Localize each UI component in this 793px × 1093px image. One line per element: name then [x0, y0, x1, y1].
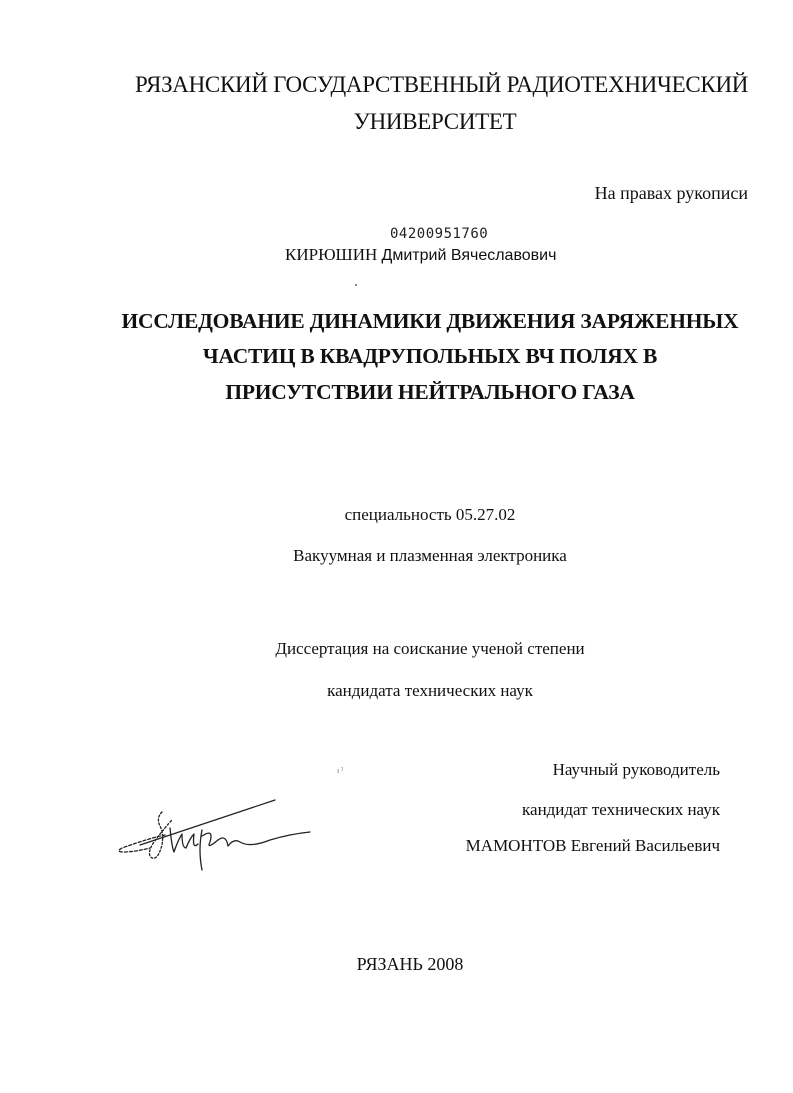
scan-speck: [355, 284, 357, 286]
specialty-code: специальность 05.27.02: [344, 505, 516, 524]
dissertation-line2: кандидата технических наук: [327, 681, 533, 700]
supervisor-label: Научный руководитель: [552, 760, 720, 779]
author-surname: КИРЮШИН: [285, 245, 378, 264]
signature-icon: [110, 790, 360, 880]
specialty-field: Вакуумная и плазменная электроника: [293, 546, 567, 565]
thesis-title-line1: ИССЛЕДОВАНИЕ ДИНАМИКИ ДВИЖЕНИЯ ЗАРЯЖЕННЫХ: [121, 309, 739, 333]
thesis-title-line3: ПРИСУТСТВИИ НЕЙТРАЛЬНОГО ГАЗА: [225, 380, 635, 404]
supervisor-name: МАМОНТОВ Евгений Васильевич: [465, 836, 720, 855]
institution-name-line2: УНИВЕРСИТЕТ: [353, 109, 517, 134]
supervisor-degree: кандидат технических наук: [522, 800, 720, 819]
stray-mark: ı ˀ: [337, 766, 344, 775]
catalog-code: 04200951760: [390, 226, 489, 242]
city-year: РЯЗАНЬ 2008: [356, 954, 464, 974]
dissertation-line1: Диссертация на соискание ученой степени: [275, 639, 585, 658]
thesis-title-line2: ЧАСТИЦ В КВАДРУПОЛЬНЫХ ВЧ ПОЛЯХ В: [202, 344, 658, 368]
institution-name-line1: РЯЗАНСКИЙ ГОСУДАРСТВЕННЫЙ РАДИОТЕХНИЧЕСКИЙ: [135, 72, 749, 97]
manuscript-note: На правах рукописи: [594, 183, 748, 203]
author-given-names: Дмитрий Вячеславович: [381, 247, 557, 264]
author-name: [285, 245, 556, 265]
